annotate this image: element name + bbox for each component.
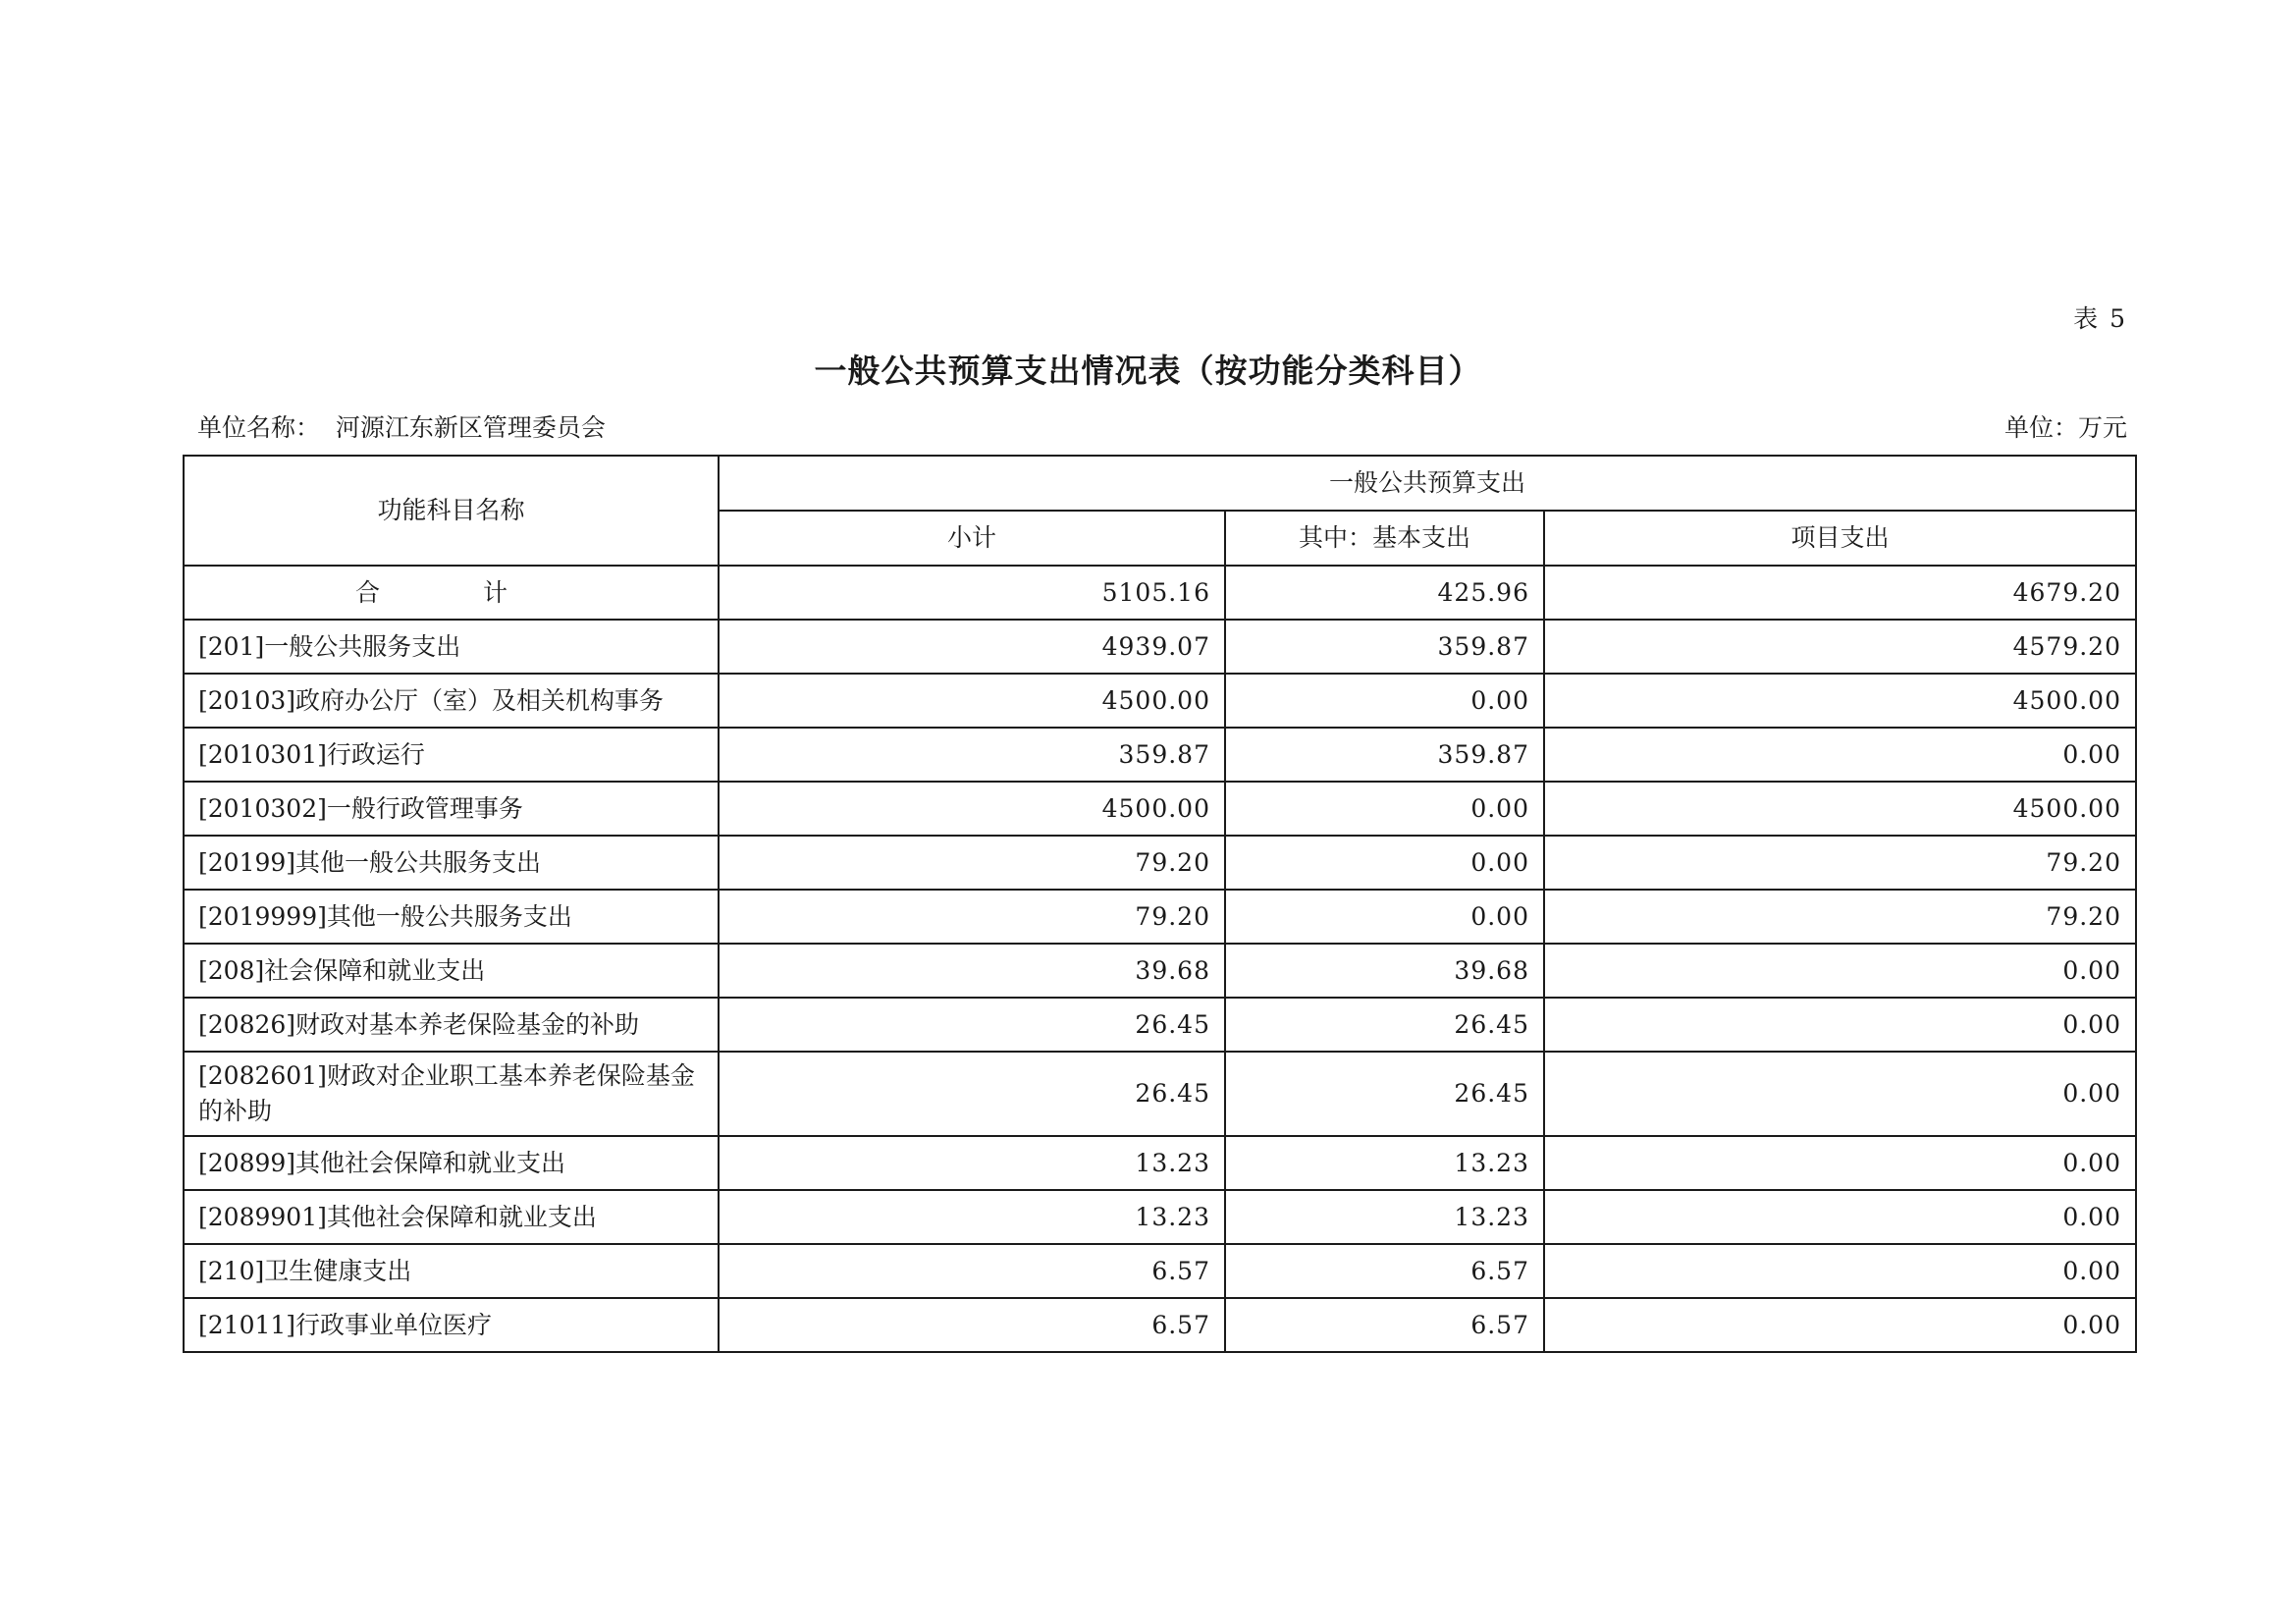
row-name: [21011]行政事业单位医疗 (184, 1298, 719, 1352)
row-name: [20199]其他一般公共服务支出 (184, 836, 719, 890)
row-project: 4500.00 (1544, 674, 2136, 728)
page-title: 一般公共预算支出情况表（按功能分类科目） (814, 352, 1482, 390)
row-project: 0.00 (1544, 944, 2136, 998)
row-basic: 425.96 (1225, 566, 1544, 620)
row-subtotal: 5105.16 (719, 566, 1225, 620)
row-basic: 26.45 (1225, 1052, 1544, 1136)
table-row (184, 782, 2136, 836)
header-basic: 其中：基本支出 (1225, 511, 1544, 566)
row-name: [2089901]其他社会保障和就业支出 (184, 1190, 719, 1244)
row-subtotal: 26.45 (719, 998, 1225, 1052)
header-project: 项目支出 (1544, 511, 2136, 566)
unit-info-row (197, 408, 2127, 444)
row-subtotal: 13.23 (719, 1190, 1225, 1244)
table-row-total (184, 566, 2136, 620)
row-name: [201]一般公共服务支出 (184, 620, 719, 674)
header-group: 一般公共预算支出 (719, 456, 2136, 511)
row-subtotal: 79.20 (719, 890, 1225, 944)
row-project: 4579.20 (1544, 620, 2136, 674)
row-project: 0.00 (1544, 1052, 2136, 1136)
unit-name-block (197, 408, 606, 444)
row-basic: 6.57 (1225, 1244, 1544, 1298)
row-basic: 0.00 (1225, 836, 1544, 890)
row-name: [2010302]一般行政管理事务 (184, 782, 719, 836)
row-basic: 0.00 (1225, 782, 1544, 836)
row-name: [20103]政府办公厅（室）及相关机构事务 (184, 674, 719, 728)
table-row (184, 1136, 2136, 1190)
header-subtotal: 小计 (719, 511, 1225, 566)
row-subtotal: 6.57 (719, 1244, 1225, 1298)
row-basic: 6.57 (1225, 1298, 1544, 1352)
row-project: 4679.20 (1544, 566, 2136, 620)
table-row (184, 674, 2136, 728)
row-basic: 359.87 (1225, 728, 1544, 782)
table-row (184, 944, 2136, 998)
table-row (184, 836, 2136, 890)
row-basic: 359.87 (1225, 620, 1544, 674)
row-name: [208]社会保障和就业支出 (184, 944, 719, 998)
table-row (184, 620, 2136, 674)
row-basic: 0.00 (1225, 890, 1544, 944)
row-name: 合 计 (184, 566, 719, 620)
row-basic: 39.68 (1225, 944, 1544, 998)
row-subtotal: 4500.00 (719, 674, 1225, 728)
row-basic: 13.23 (1225, 1190, 1544, 1244)
row-subtotal: 26.45 (719, 1052, 1225, 1136)
row-name: [2010301]行政运行 (184, 728, 719, 782)
row-subtotal: 79.20 (719, 836, 1225, 890)
row-name: [210]卫生健康支出 (184, 1244, 719, 1298)
row-subtotal: 39.68 (719, 944, 1225, 998)
table-row (184, 1244, 2136, 1298)
row-subtotal: 4500.00 (719, 782, 1225, 836)
table-row (184, 728, 2136, 782)
row-name: [20899]其他社会保障和就业支出 (184, 1136, 719, 1190)
table-row (184, 1298, 2136, 1352)
row-project: 79.20 (1544, 890, 2136, 944)
table-row (184, 1052, 2136, 1136)
unit-name-value: 河源江东新区管理委员会 (335, 413, 606, 442)
row-project: 0.00 (1544, 1136, 2136, 1190)
row-basic: 13.23 (1225, 1136, 1544, 1190)
row-name: [20826]财政对基本养老保险基金的补助 (184, 998, 719, 1052)
table-row (184, 1190, 2136, 1244)
row-basic: 26.45 (1225, 998, 1544, 1052)
row-subtotal: 359.87 (719, 728, 1225, 782)
row-project: 0.00 (1544, 1244, 2136, 1298)
row-subtotal: 4939.07 (719, 620, 1225, 674)
currency-unit: 单位：万元 (2003, 413, 2127, 442)
header-subject: 功能科目名称 (184, 456, 719, 566)
row-basic: 0.00 (1225, 674, 1544, 728)
row-project: 0.00 (1544, 1190, 2136, 1244)
row-subtotal: 6.57 (719, 1298, 1225, 1352)
row-project: 0.00 (1544, 1298, 2136, 1352)
row-project: 4500.00 (1544, 782, 2136, 836)
row-name: [2082601]财政对企业职工基本养老保险基金的补助 (184, 1052, 719, 1136)
budget-table (183, 455, 2137, 1353)
table-number: 表 5 (2073, 304, 2127, 333)
unit-name-label: 单位名称： (197, 413, 321, 442)
row-project: 0.00 (1544, 998, 2136, 1052)
table-row (184, 890, 2136, 944)
row-project: 79.20 (1544, 836, 2136, 890)
table-row (184, 998, 2136, 1052)
row-name: [2019999]其他一般公共服务支出 (184, 890, 719, 944)
row-subtotal: 13.23 (719, 1136, 1225, 1190)
row-project: 0.00 (1544, 728, 2136, 782)
